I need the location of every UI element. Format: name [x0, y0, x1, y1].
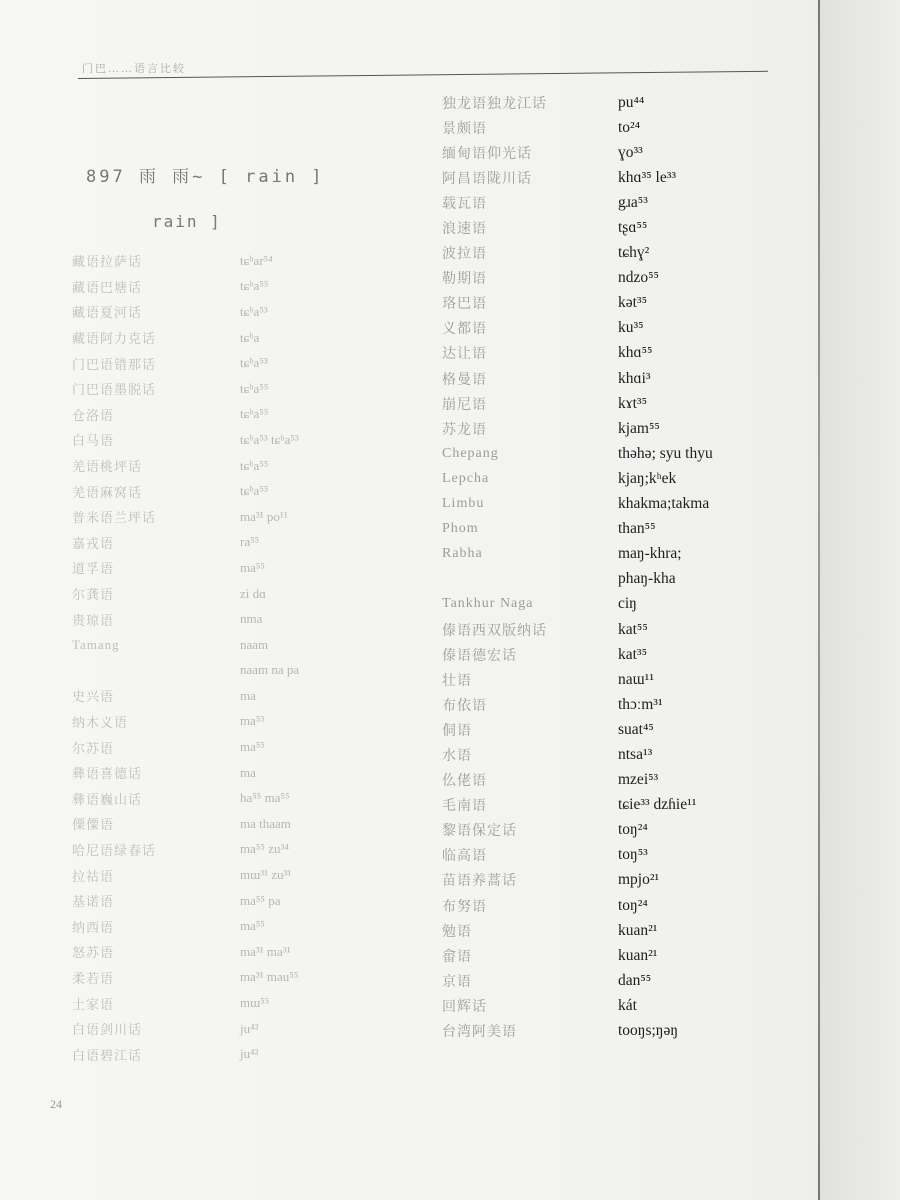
- word-form: kjaŋ;kʰek: [618, 469, 677, 487]
- word-form: tɕʰar⁵⁴: [240, 252, 273, 268]
- language-name: 阿昌语陇川话: [442, 171, 532, 187]
- entry-row: [442, 717, 762, 742]
- word-form: zi dɑ: [240, 585, 266, 601]
- word-form: phaŋ-kha: [618, 570, 676, 588]
- entry-row: [442, 968, 762, 993]
- language-name: 尔龚语: [72, 587, 115, 603]
- word-form: ma³¹ po¹¹: [240, 508, 288, 524]
- entry-row: [442, 466, 762, 491]
- word-form: tɕʰa⁵⁵: [240, 406, 269, 422]
- word-form: mɯ³¹ zu³¹: [240, 867, 292, 883]
- entry-row: [442, 416, 762, 441]
- word-form: naɯ¹¹: [618, 670, 654, 688]
- language-name: 格曼语: [442, 372, 487, 388]
- entry-row: [442, 115, 762, 140]
- language-name: 嘉戎语: [72, 535, 115, 551]
- language-name: 壮语: [442, 673, 472, 689]
- entry-row: [442, 366, 762, 391]
- entry-row: [442, 517, 762, 542]
- word-form: thɔːm³¹: [618, 695, 663, 713]
- language-name: 门巴语墨脱话: [72, 382, 157, 398]
- word-form: ma⁵³: [240, 713, 265, 729]
- entry-row: [72, 888, 412, 914]
- entry-row: [72, 939, 412, 965]
- entry-row: [442, 993, 762, 1018]
- word-form: ju⁴²: [240, 1020, 259, 1036]
- language-name: 羌语桃坪话: [72, 459, 143, 475]
- entry-row: [442, 441, 762, 466]
- entry-row: [72, 350, 412, 376]
- language-name: 仫佬语: [442, 774, 487, 790]
- language-name: 土家语: [72, 996, 115, 1012]
- word-form: ma³¹ mau⁵⁵: [240, 969, 299, 985]
- entry-row: [72, 734, 412, 760]
- word-form: ma⁵⁵: [240, 559, 265, 575]
- entry-row: [442, 868, 762, 893]
- entry-row: [442, 692, 762, 717]
- language-name: 白马语: [72, 433, 115, 449]
- word-form: ra⁵⁵: [240, 534, 260, 550]
- entry-row: [442, 667, 762, 692]
- word-form: toŋ²⁴: [618, 896, 648, 914]
- binding-shadow: [820, 0, 900, 1200]
- language-name: 哈尼语绿春话: [72, 842, 157, 858]
- language-name: 道孚语: [72, 561, 115, 577]
- word-form: mzei⁵³: [618, 771, 659, 789]
- word-form: ma⁵⁵: [240, 918, 265, 934]
- language-name: 临高语: [442, 849, 487, 865]
- entry-row: [72, 555, 412, 581]
- entry-row: [442, 341, 762, 366]
- word-form: kət³⁵: [618, 294, 647, 312]
- word-form: ndzo⁵⁵: [618, 269, 659, 287]
- entry-row: [72, 581, 412, 607]
- left-column: [72, 248, 412, 1067]
- language-name: 达让语: [442, 347, 487, 363]
- entry-row: [442, 90, 762, 115]
- word-form: ma thaam: [240, 815, 291, 831]
- entry-row: [72, 1016, 412, 1042]
- section-heading: 897 雨 雨~ [ rain ]: [86, 167, 325, 187]
- word-form: gɹa⁵³: [618, 193, 648, 211]
- language-name: 台湾阿美语: [442, 1025, 517, 1041]
- word-form: tɕʰa⁵³: [240, 355, 268, 371]
- word-form: tɕʰa⁵⁵: [240, 380, 269, 396]
- page-number: 24: [50, 1097, 62, 1111]
- word-form: tooŋs;ŋəŋ: [618, 1022, 679, 1040]
- entry-row: [72, 837, 412, 863]
- word-form: khɑ⁵⁵: [618, 344, 653, 362]
- entry-row: [442, 893, 762, 918]
- word-form: kuan²¹: [618, 946, 658, 964]
- language-name: 崩尼语: [442, 397, 487, 413]
- entry-row: [72, 427, 412, 453]
- language-name: 水语: [442, 748, 472, 764]
- entry-row: [442, 918, 762, 943]
- language-name: Tankhur Naga: [442, 596, 534, 612]
- word-form: ma: [240, 764, 256, 780]
- entry-row: [72, 606, 412, 632]
- entry-row: [442, 642, 762, 667]
- language-name: 怒苏语: [72, 945, 115, 961]
- word-form: tɕie³³ dzɦie¹¹: [618, 796, 697, 814]
- word-form: ciŋ: [618, 595, 637, 613]
- word-form: ma³¹ ma³¹: [240, 943, 291, 959]
- word-form: thəhə; syu thyu: [618, 444, 713, 462]
- word-form: dan⁵⁵: [618, 971, 652, 989]
- entry-row: [442, 391, 762, 416]
- language-name: 傈僳语: [72, 817, 115, 833]
- word-form: ma⁵⁵: [240, 739, 265, 755]
- entry-row: [442, 542, 762, 567]
- entry-row: [72, 658, 412, 684]
- entry-row: [72, 402, 412, 428]
- language-name: 藏语夏河话: [72, 305, 143, 321]
- language-name: Lepcha: [442, 470, 490, 486]
- entry-row: [442, 818, 762, 843]
- word-form: toŋ²⁴: [618, 821, 648, 839]
- language-name: Rabha: [442, 546, 483, 562]
- language-name: 羌语麻窝话: [72, 484, 143, 500]
- word-form: ha⁵⁵ ma⁵⁵: [240, 790, 290, 806]
- language-name: 回辉话: [442, 999, 487, 1015]
- word-form: tɕʰa⁵³: [240, 303, 268, 319]
- word-form: tɕʰa⁵⁵: [240, 483, 269, 499]
- word-form: mɯ⁵⁵: [240, 995, 270, 1011]
- entry-row: [72, 376, 412, 402]
- entry-row: [72, 709, 412, 735]
- entry-row: [72, 248, 412, 274]
- language-name: 载瓦语: [442, 196, 487, 212]
- entry-row: [72, 862, 412, 888]
- language-name: 彝语喜德话: [72, 766, 143, 782]
- language-name: 尔苏语: [72, 740, 115, 756]
- language-name: 纳西语: [72, 919, 115, 935]
- word-form: pu⁴⁴: [618, 93, 645, 111]
- entry-row: [72, 965, 412, 991]
- word-form: kat⁵⁵: [618, 620, 648, 638]
- entry-row: [72, 299, 412, 325]
- word-form: khɑi³: [618, 369, 651, 387]
- language-name: Tamang: [72, 636, 120, 652]
- language-name: 藏语巴塘话: [72, 279, 143, 295]
- word-form: tɕhɣ²: [618, 244, 650, 262]
- entry-row: [72, 274, 412, 300]
- word-form: kjam⁵⁵: [618, 419, 660, 437]
- entry-row: [442, 742, 762, 767]
- entry-row: [72, 632, 412, 658]
- entry-row: [442, 943, 762, 968]
- entry-row: [72, 785, 412, 811]
- word-form: naam: [240, 636, 269, 652]
- entry-row: [72, 325, 412, 351]
- entry-row: [442, 492, 762, 517]
- word-form: tɕʰa: [240, 329, 260, 345]
- language-name: 史兴语: [72, 689, 115, 705]
- entry-row: [442, 793, 762, 818]
- language-name: 彝语巍山话: [72, 791, 143, 807]
- entry-row: [442, 291, 762, 316]
- entry-row: [442, 567, 762, 592]
- word-form: ntsa¹³: [618, 745, 653, 763]
- language-name: Limbu: [442, 496, 485, 512]
- word-form: mpjo²¹: [618, 871, 660, 889]
- entry-row: [72, 811, 412, 837]
- entry-row: [72, 683, 412, 709]
- right-column: [442, 90, 762, 1044]
- word-form: kuan²¹: [618, 921, 658, 939]
- entry-row: [442, 617, 762, 642]
- entry-row: [442, 190, 762, 215]
- entry-row: [442, 215, 762, 240]
- language-name: 贵琼语: [72, 612, 115, 628]
- word-form: to²⁴: [618, 118, 641, 136]
- language-name: Chepang: [442, 445, 499, 461]
- entry-row: [72, 913, 412, 939]
- language-name: 纳木义语: [72, 714, 129, 730]
- word-form: kat³⁵: [618, 645, 647, 663]
- language-name: 毛南语: [442, 799, 487, 815]
- language-name: 傣语西双版纳话: [442, 623, 547, 639]
- entry-row: [442, 266, 762, 291]
- word-form: ɣo³³: [618, 143, 643, 161]
- running-head: 门巴……语言比较: [82, 63, 186, 75]
- language-name: 浪速语: [442, 222, 487, 238]
- section-subheading: rain ]: [152, 212, 222, 231]
- entry-row: [442, 768, 762, 793]
- language-name: 勉语: [442, 924, 472, 940]
- word-form: nma: [240, 611, 263, 627]
- language-name: 布努语: [442, 899, 487, 915]
- entry-row: [72, 478, 412, 504]
- entry-row: [442, 165, 762, 190]
- word-form: kɤt³⁵: [618, 394, 647, 412]
- word-form: ju⁴²: [240, 1046, 259, 1062]
- word-form: khɑ³⁵ le³³: [618, 168, 677, 186]
- language-name: 藏语拉萨话: [72, 254, 143, 270]
- language-name: 白语碧江话: [72, 1047, 143, 1063]
- language-name: 白语剑川话: [72, 1022, 143, 1038]
- word-form: toŋ⁵³: [618, 846, 648, 864]
- language-name: 勒期语: [442, 272, 487, 288]
- language-name: 柔若语: [72, 970, 115, 986]
- entry-row: [72, 1041, 412, 1067]
- binding-spine: [818, 0, 820, 1200]
- word-form: suat⁴⁵: [618, 720, 654, 738]
- language-name: 苗语养蒿话: [442, 874, 517, 890]
- language-name: 拉祜语: [72, 868, 115, 884]
- language-name: 黎语保定话: [442, 824, 517, 840]
- language-name: 畲语: [442, 949, 472, 965]
- language-name: Phom: [442, 521, 479, 537]
- language-name: 门巴语错那话: [72, 356, 157, 372]
- language-name: 基诺语: [72, 894, 115, 910]
- language-name: 普米语兰坪话: [72, 510, 157, 526]
- word-form: tɕʰa⁵⁵: [240, 457, 269, 473]
- entry-row: [442, 241, 762, 266]
- entry-row: [72, 504, 412, 530]
- language-name: 藏语阿力克话: [72, 331, 157, 347]
- entry-row: [442, 843, 762, 868]
- entry-row: [72, 530, 412, 556]
- language-name: 仓洛语: [72, 407, 115, 423]
- entry-row: [72, 990, 412, 1016]
- word-form: ma: [240, 687, 256, 703]
- word-form: khakma;takma: [618, 495, 710, 513]
- entry-row: [72, 453, 412, 479]
- language-name: 苏龙语: [442, 422, 487, 438]
- language-name: 布依语: [442, 698, 487, 714]
- word-form: maŋ-khra;: [618, 545, 682, 563]
- language-name: 侗语: [442, 723, 472, 739]
- word-form: kát: [618, 996, 637, 1014]
- word-form: tɕʰa⁵⁵: [240, 278, 269, 294]
- language-name: 独龙语独龙江话: [442, 96, 547, 112]
- word-form: ku³⁵: [618, 319, 644, 337]
- language-name: 义都语: [442, 322, 487, 338]
- language-name: 景颇语: [442, 121, 487, 137]
- word-form: tɕʰa⁵³ tɕʰa⁵³: [240, 431, 299, 447]
- entry-row: [442, 592, 762, 617]
- entry-row: [442, 316, 762, 341]
- word-form: ma⁵⁵ zu³⁴: [240, 841, 289, 857]
- language-name: 波拉语: [442, 247, 487, 263]
- word-form: naam na pa: [240, 662, 300, 678]
- word-form: ma⁵⁵ pa: [240, 892, 281, 908]
- language-name: 傣语德宏话: [442, 648, 517, 664]
- language-name: 珞巴语: [442, 297, 487, 313]
- entry-row: [442, 140, 762, 165]
- word-form: tʂɑ⁵⁵: [618, 219, 648, 237]
- entry-row: [72, 760, 412, 786]
- entry-row: [442, 1018, 762, 1043]
- language-name: 京语: [442, 974, 472, 990]
- language-name: 缅甸语仰光话: [442, 146, 532, 162]
- word-form: than⁵⁵: [618, 520, 656, 538]
